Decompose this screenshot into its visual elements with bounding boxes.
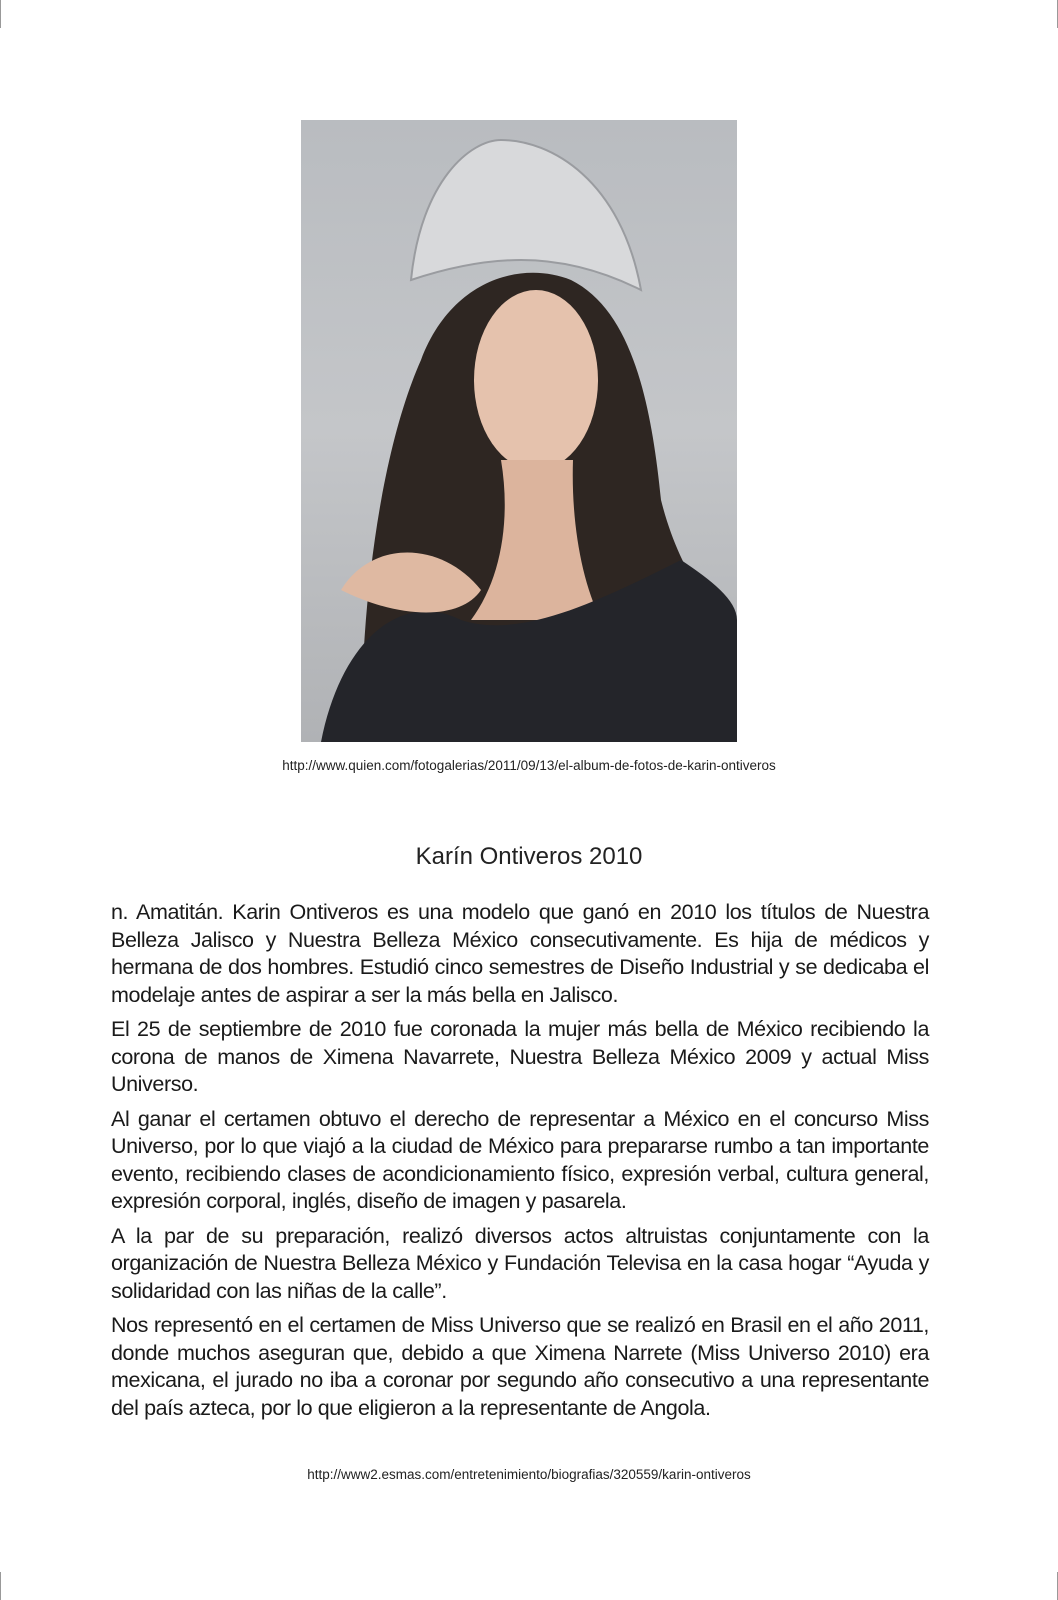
crop-mark [0, 0, 1, 28]
portrait-photo [301, 120, 737, 742]
article-body [111, 899, 929, 1429]
paragraph: Nos representó en el certamen de Miss Universo que se realizó en Brasil en el año 2011, donde muchos aseguran que, debido a que Ximena Narrete (Miss Universo 2010) era mexicana, el jurado no iba a coronar por segundo año consecutivo a una representante del país azteca, por lo que eligieron a la representante de Angola. [111, 1313, 929, 1420]
text-source-caption: http://www2.esmas.com/entretenimiento/biografias/320559/karin-ontiveros [307, 1467, 751, 1482]
paragraph: El 25 de septiembre de 2010 fue coronada la mujer más bella de México recibiendo la corona de manos de Ximena Navarrete, Nuestra Belleza México 2009 y actual Miss Universo. [111, 1017, 929, 1096]
photo-source-caption: http://www.quien.com/fotogalerias/2011/09/13/el-album-de-fotos-de-karin-ontiveros [282, 758, 776, 773]
paragraph: Al ganar el certamen obtuvo el derecho de representar a México en el concurso Miss Universo, por lo que viajó a la ciudad de México para prepararse rumbo a tan importante evento, recibiendo clases de acondicionamiento físico, expresión verbal, cultura general, expresión corporal, inglés, diseño de imagen y pasarela. [111, 1106, 929, 1213]
crop-mark [0, 1572, 1, 1600]
paragraph: n. Amatitán. Karin Ontiveros es una modelo que ganó en 2010 los títulos de Nuestra Belleza Jalisco y Nuestra Belleza México consecutivamente. Es hija de médicos y hermana de dos hombres. Estudió cinco semestres de Diseño Industrial y se dedicaba el modelaje antes de aspirar a ser la más bella en Jalisco. [111, 900, 929, 1007]
paragraph: A la par de su preparación, realizó diversos actos altruistas conjuntamente con la organización de Nuestra Belleza México y Fundación Televisa en la casa hogar “Ayuda y solidaridad con las niñas de la calle”. [111, 1223, 929, 1303]
article-title: Karín Ontiveros 2010 [415, 843, 643, 870]
